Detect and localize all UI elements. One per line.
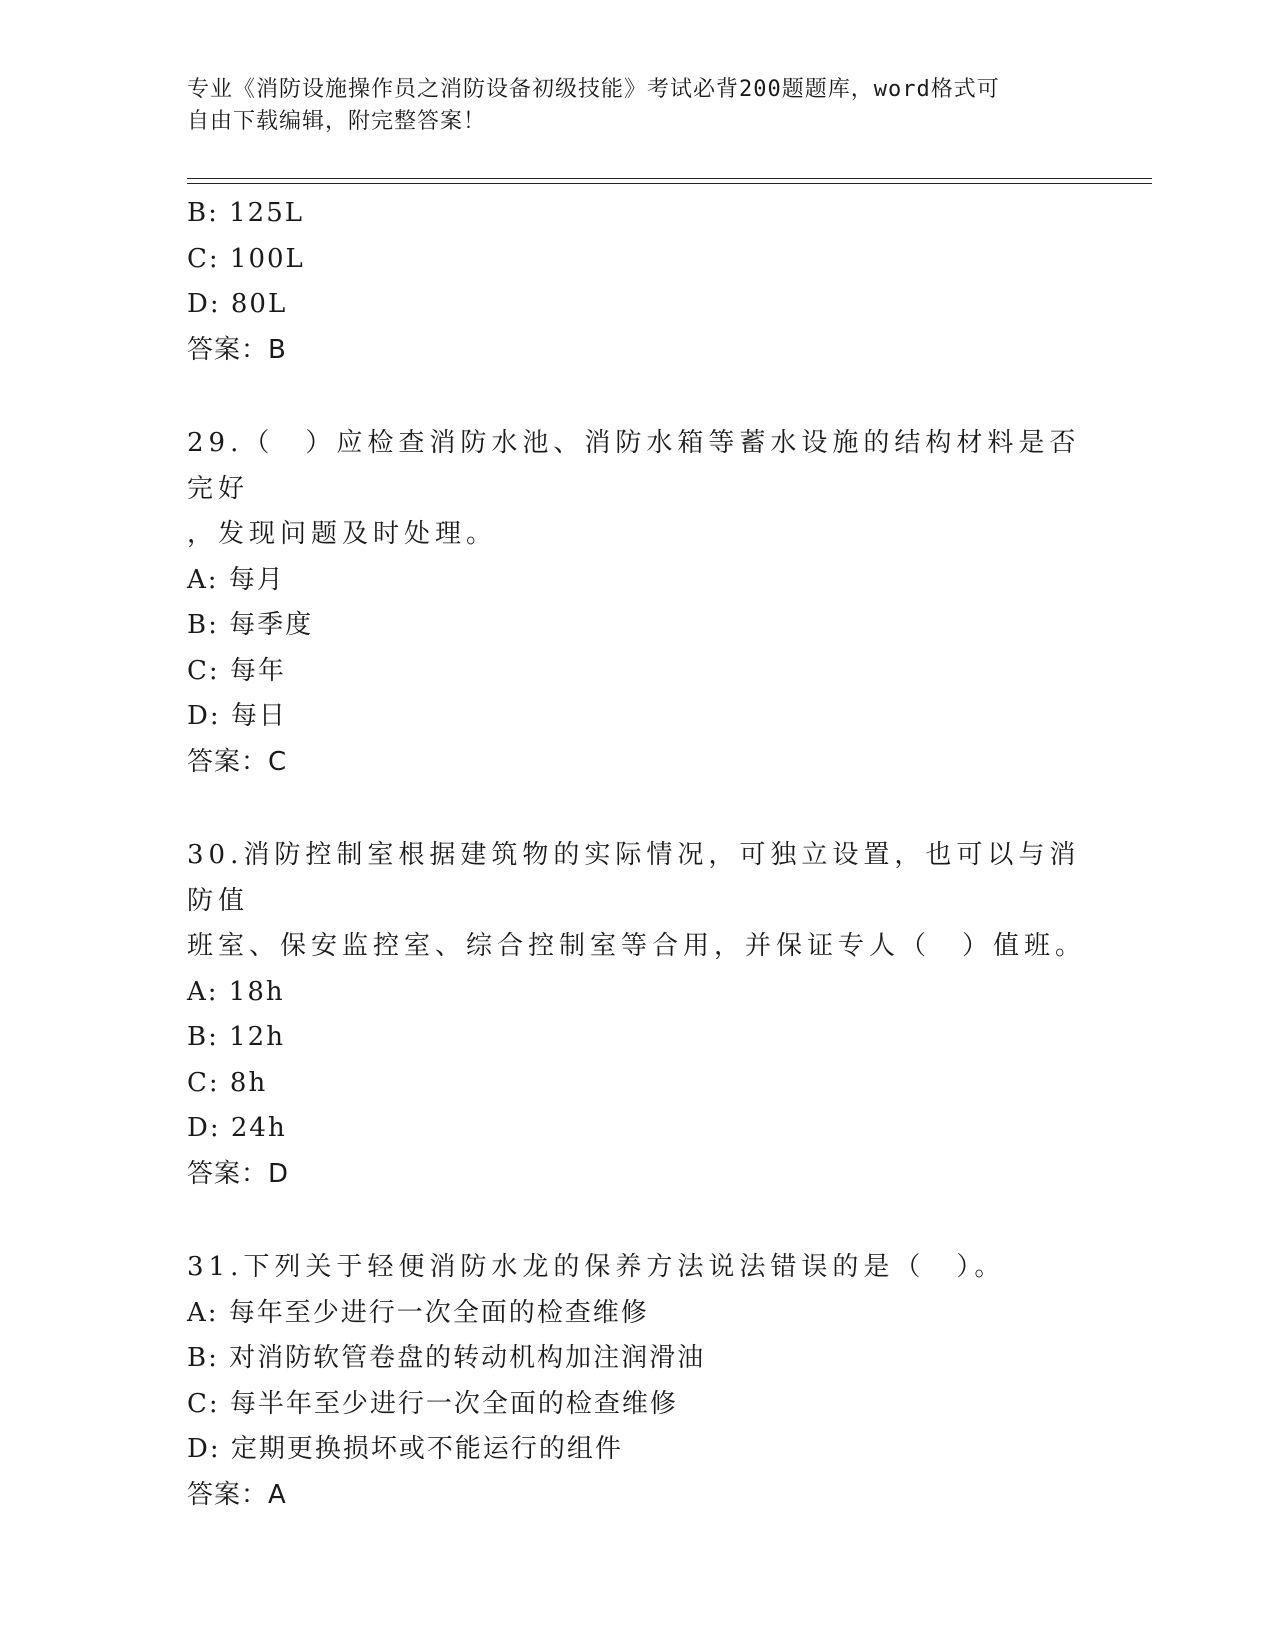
- question-28-tail: [187, 191, 1087, 373]
- answer-label: 答案：D: [187, 1158, 290, 1189]
- option-d: D: 每日: [187, 701, 287, 731]
- question-31: [187, 1245, 1087, 1518]
- question-stem-continued: 班室、保安监控室、综合控制室等合用，并保证专人（ ）值班。: [187, 931, 1087, 961]
- option-d: D: 定期更换损坏或不能运行的组件: [187, 1434, 623, 1464]
- answer-label: 答案：C: [187, 746, 288, 777]
- option-c: C: 每年: [187, 655, 286, 686]
- spacer: [187, 785, 1087, 833]
- header-line-1: 专业《消防设施操作员之消防设备初级技能》考试必背200题题库，word格式可: [187, 77, 1000, 102]
- question-30: [187, 833, 1087, 1197]
- option-c: C: 8h: [187, 1067, 268, 1098]
- question-stem: 31.下列关于轻便消防水龙的保养方法说法错误的是（ ）。: [187, 1252, 1006, 1282]
- option-b: B: 对消防软管卷盘的转动机构加注润滑油: [187, 1343, 706, 1373]
- option-a: A: 18h: [187, 976, 285, 1007]
- answer-label: 答案：A: [187, 1479, 287, 1510]
- answer-label: 答案：B: [187, 334, 287, 365]
- option-a: A: 每年至少进行一次全面的检查维修: [187, 1297, 649, 1328]
- option-c: C: 100L: [187, 243, 305, 274]
- question-29: [187, 421, 1087, 785]
- option-b: B: 12h: [187, 1022, 285, 1052]
- option-b: B: 125L: [187, 198, 305, 228]
- question-stem: 30.消防控制室根据建筑物的实际情况，可独立设置，也可以与消防值: [187, 840, 1081, 916]
- option-c: C: 每半年至少进行一次全面的检查维修: [187, 1388, 678, 1419]
- header-divider-top: [187, 178, 1152, 179]
- question-list: [187, 191, 1087, 1518]
- spacer: [187, 1197, 1087, 1245]
- option-b: B: 每季度: [187, 610, 314, 640]
- document-header: [187, 74, 1067, 138]
- header-divider-bottom: [187, 183, 1152, 184]
- header-line-2: 自由下载编辑，附完整答案！: [187, 109, 487, 134]
- question-stem: 29.（ ）应检查消防水池、消防水箱等蓄水设施的结构材料是否完好: [187, 428, 1081, 504]
- option-a: A: 每月: [187, 564, 285, 595]
- question-stem-continued: ，发现问题及时处理。: [187, 519, 498, 549]
- option-d: D: 80L: [187, 289, 288, 319]
- spacer: [187, 373, 1087, 421]
- option-d: D: 24h: [187, 1113, 287, 1143]
